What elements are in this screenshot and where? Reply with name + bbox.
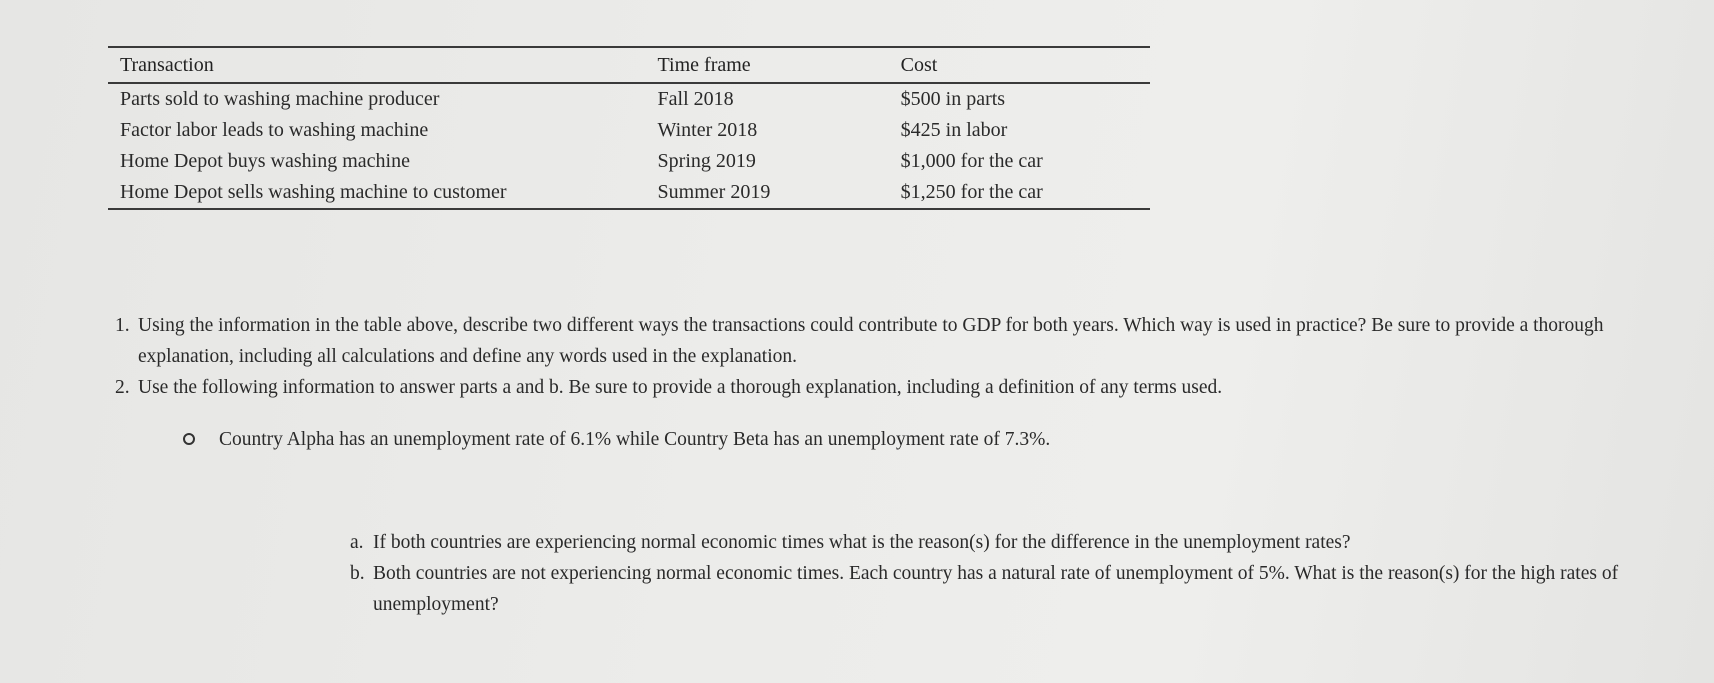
question-list <box>115 310 1615 403</box>
cell-time-frame: Fall 2018 <box>657 88 734 110</box>
table-row <box>108 146 1150 177</box>
cell-time-frame: Winter 2018 <box>657 119 758 141</box>
question-text: Using the information in the table above, describe two different ways the transactions could contribute to GDP for both years. Which way is used in practice? Be sure to provide a thorough explanation, including all calculations and define any words used in the explanation. <box>138 315 1604 367</box>
cell-cost: $500 in parts <box>900 88 1006 110</box>
sub-question-letter: a. <box>350 532 364 553</box>
cell-time-frame: Summer 2019 <box>646 177 889 209</box>
table-row <box>108 83 1150 115</box>
sub-question-b <box>350 558 1650 620</box>
cell-transaction: Home Depot buys washing machine <box>120 150 410 172</box>
cell-cost: $1,000 for the car <box>900 150 1043 172</box>
table-row <box>108 115 1150 146</box>
cell-transaction: Parts sold to washing machine producer <box>120 88 440 110</box>
table-row <box>108 177 1150 209</box>
cell-transaction: Factor labor leads to washing machine <box>120 119 429 141</box>
question-1 <box>115 310 1615 372</box>
table-header-row <box>108 47 1150 83</box>
header-transaction: Transaction <box>108 47 646 83</box>
cell-time-frame: Spring 2019 <box>657 150 756 172</box>
sub-question-text: If both countries are experiencing normal economic times what is the reason(s) for the difference in the unemployment rates? <box>373 532 1351 553</box>
sub-question-letter: b. <box>350 563 365 584</box>
hollow-circle-bullet-icon <box>183 433 195 445</box>
transactions-table <box>108 46 1150 210</box>
question-2 <box>115 372 1615 403</box>
sub-question-text: Both countries are not experiencing normal economic times. Each country has a natural rate of unemployment of 5%. What is the reason(s) for the high rates of unemployment? <box>373 563 1619 615</box>
header-time-frame: Time frame <box>646 47 889 83</box>
sub-question-list <box>350 527 1650 620</box>
cell-cost: $1,250 for the car <box>889 177 1150 209</box>
header-cost: Cost <box>889 47 1150 83</box>
cell-cost: $425 in labor <box>900 119 1008 141</box>
sub-question-a <box>350 527 1650 558</box>
question-text: Use the following information to answer parts a and b. Be sure to provide a thorough explanation, including a definition of any terms used. <box>138 377 1223 398</box>
question-number: 2. <box>115 377 130 398</box>
bullet-text: Country Alpha has an unemployment rate of 6.1% while Country Beta has an unemployment rate of 7.3%. <box>219 429 1051 450</box>
cell-transaction: Home Depot sells washing machine to customer <box>108 177 646 209</box>
bullet-item <box>183 424 1383 455</box>
question-number: 1. <box>115 315 130 336</box>
